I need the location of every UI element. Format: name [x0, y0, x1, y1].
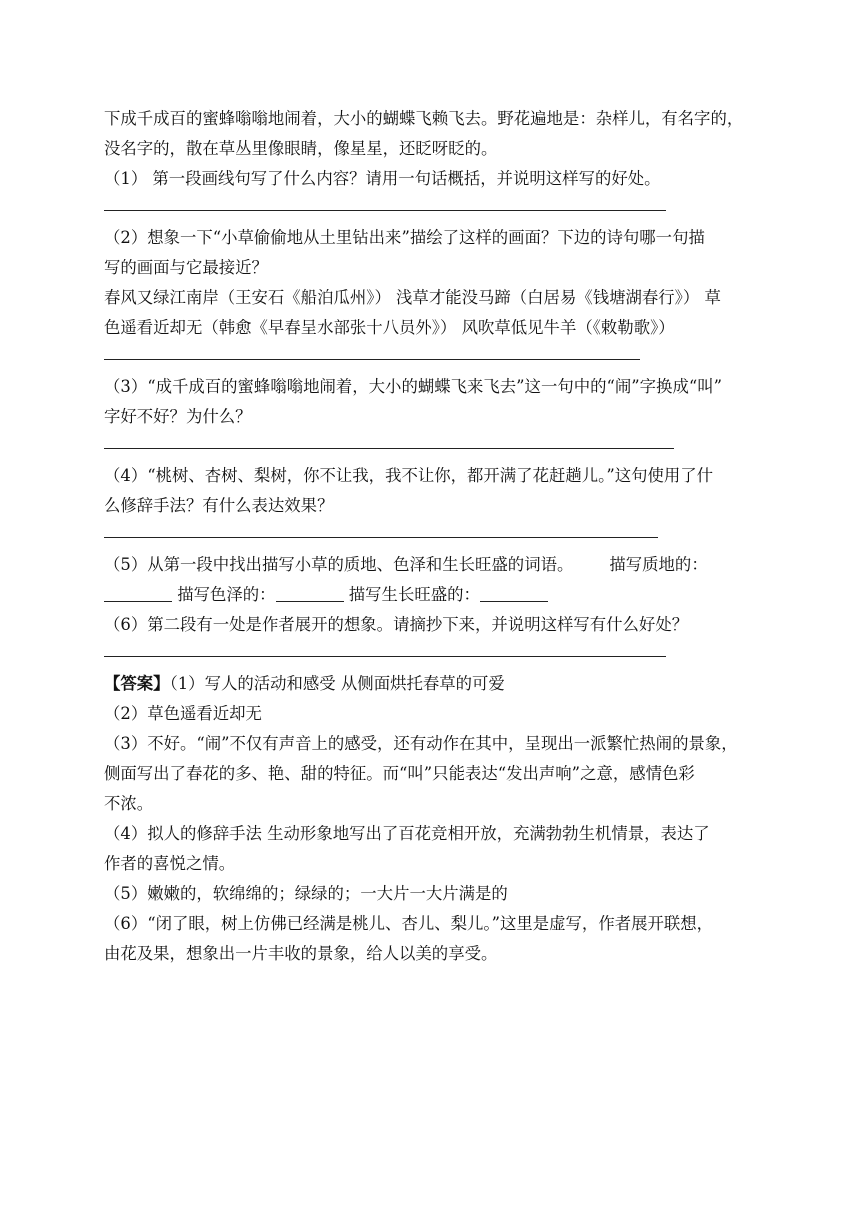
question-3: （3）“成千成百的蜜蜂嗡嗡地闹着，大小的蝴蝶飞来飞去”这一句中的“闹”字换成“叫”	[104, 377, 722, 396]
question-5	[104, 550, 764, 580]
color-label: 描写色泽的：	[177, 585, 276, 604]
question-3-cont: 字好不好？为什么？	[104, 407, 252, 426]
passage-line: 下成千成百的蜜蜂嗡嗡地闹着，大小的蝴蝶飞赖飞去。野花遍地是：杂样儿，有名字的，	[104, 109, 744, 128]
question-2-cont: 写的画面与它最接近？	[104, 258, 268, 277]
answer-line	[104, 448, 674, 449]
answer-3: （3）不好。“闹”不仅有声音上的感受，还有动作在其中，呈现出一派繁忙热闹的景象，	[104, 734, 738, 753]
answer-line	[104, 656, 666, 657]
answer-line	[104, 210, 666, 211]
answer-1	[104, 669, 764, 699]
question-5-text: （5）从第一段中找出描写小草的质地、色泽和生长旺盛的词语。	[104, 555, 574, 574]
answer-6: （6）“闭了眼，树上仿佛已经满是桃儿、杏儿、梨儿。”这里是虚写，作者展开联想，	[104, 914, 714, 933]
question-2: （2）想象一下“小草偷偷地从土里钻出来”描绘了这样的画面？下边的诗句哪一句描	[104, 228, 705, 247]
texture-label: 描写质地的：	[609, 555, 708, 574]
question-1: （1） 第一段画线句写了什么内容？请用一句话概括，并说明这样写的好处。	[104, 169, 661, 188]
question-6: （6）第二段有一处是作者展开的想象。请摘抄下来，并说明这样写有什么好处？	[104, 615, 689, 634]
answer-line	[104, 359, 640, 360]
answer-1-text: （1）写人的活动和感受 从侧面烘托春草的可爱	[169, 674, 505, 693]
answer-4-cont: 作者的喜悦之情。	[104, 854, 236, 873]
answer-3-cont: 侧面写出了春花的多、艳、甜的特征。而“叫”只能表达“发出声响”之意，感情色彩	[104, 764, 695, 783]
answer-2: （2）草色遥看近却无	[104, 704, 262, 723]
answer-4: （4）拟人的修辞手法 生动形象地写出了百花竞相开放，充满勃勃生机情景，表达了	[104, 824, 710, 843]
document-content	[104, 104, 764, 969]
texture-blank[interactable]	[104, 583, 172, 602]
passage-line: 没名字的，散在草丛里像眼睛，像星星，还眨呀眨的。	[104, 139, 498, 158]
answer-heading: 【答案】	[104, 674, 170, 693]
question-5-blanks	[104, 580, 764, 610]
answer-5: （5）嫩嫩的，软绵绵的；绿绿的；一大片一大片满是的	[104, 884, 508, 903]
answer-6-cont: 由花及果，想象出一片丰收的景象，给人以美的享受。	[104, 944, 498, 963]
question-4-cont: 么修辞手法？有什么表达效果？	[104, 496, 334, 515]
growth-blank[interactable]	[480, 583, 548, 602]
color-blank[interactable]	[276, 583, 344, 602]
question-4: （4）“桃树、杏树、梨树，你不让我，我不让你，都开满了花赶趟儿。”这句使用了什	[104, 466, 714, 485]
answer-3-cont: 不浓。	[104, 794, 154, 813]
answer-line	[104, 537, 658, 538]
poem-options: 春风又绿江南岸（王安石《船泊瓜州》） 浅草才能没马蹄（白居易《钱塘湖春行》） 草	[104, 288, 721, 307]
poem-options: 色遥看近却无（韩愈《早春呈水部张十八员外》） 风吹草低见牛羊（《敕勒歌》）	[104, 318, 675, 337]
growth-label: 描写生长旺盛的：	[348, 585, 480, 604]
